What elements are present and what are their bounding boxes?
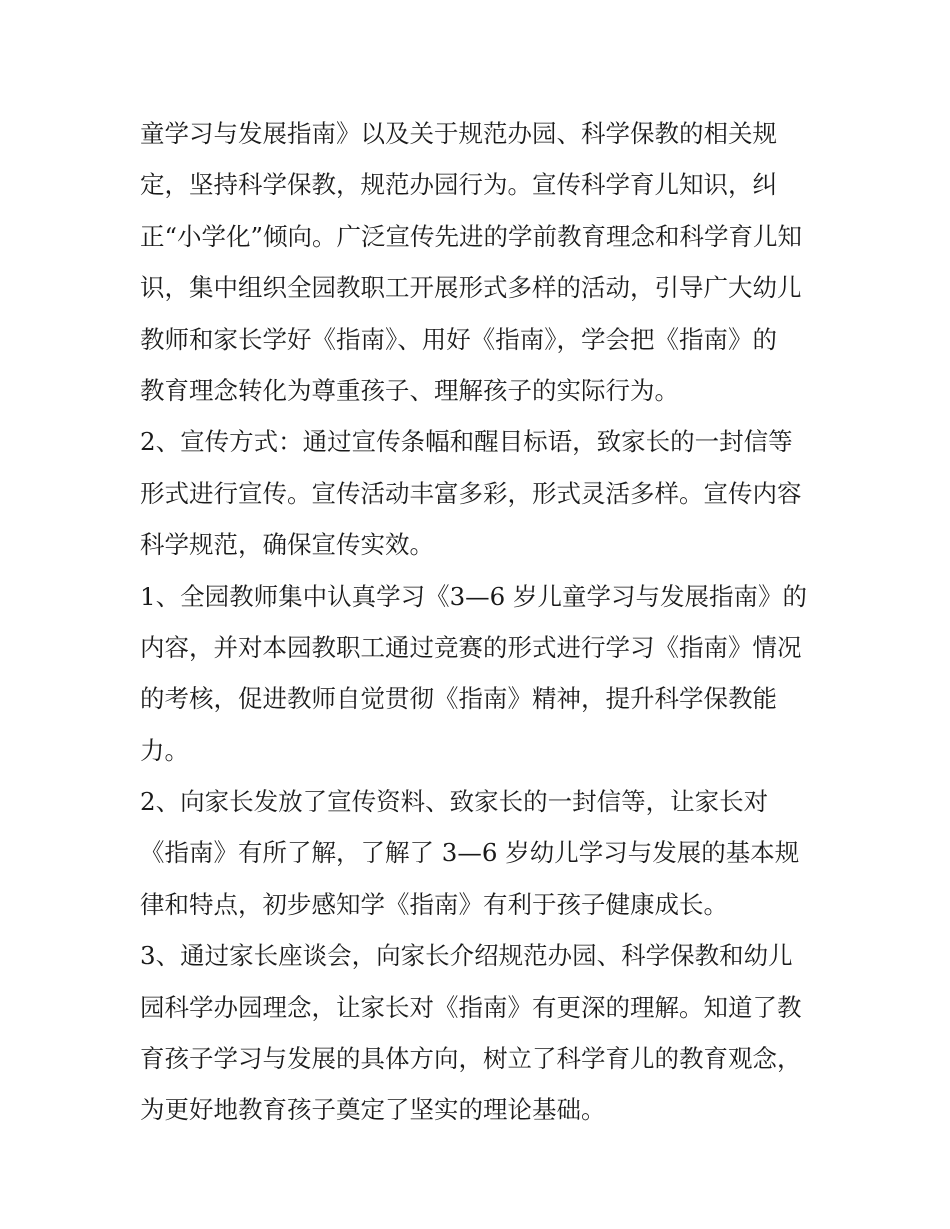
text-line: 2、向家长发放了宣传资料、致家长的一封信等，让家长对 [140,787,769,817]
text-line: 3、通过家长座谈会，向家长介绍规范办园、科学保教和幼儿 [140,941,793,971]
text-line: 律和特点，初步感知学《指南》有利于孩子健康成长。 [140,889,728,919]
text-line: 形式进行宣传。宣传活动丰富多彩，形式灵活多样。宣传内容 [140,478,802,508]
text-line: 童学习与发展指南》以及关于规范办园、科学保教的相关规 [140,119,777,148]
text-line: 科学规范，确保宣传实效。 [140,530,434,560]
body-text [140,108,820,1136]
text-line: 2、宣传方式：通过宣传条幅和醒目标语，致家长的一封信等 [140,427,793,457]
text-line: 定，坚持科学保教，规范办园行为。宣传科学育儿知识，纠 [140,170,777,200]
text-line: 教师和家长学好《指南》、用好《指南》，学会把《指南》的 [140,324,777,354]
text-line: 教育理念转化为尊重孩子、理解孩子的实际行为。 [140,375,679,405]
text-line: 内容，并对本园教职工通过竞赛的形式进行学习《指南》情况 [140,632,802,662]
text-line: 正“小学化”倾向。广泛宣传先进的学前教育理念和科学育儿知 [140,221,803,251]
text-line: 1、全园教师集中认真学习《3—6 岁儿童学习与发展指南》的 [140,581,808,611]
text-line: 园科学办园理念，让家长对《指南》有更深的理解。知道了教 [140,992,802,1022]
text-line: 识，集中组织全园教职工开展形式多样的活动，引导广大幼儿 [140,273,802,303]
text-line: 为更好地教育孩子奠定了坚实的理论基础。 [140,1095,606,1125]
text-line: 育孩子学习与发展的具体方向，树立了科学育儿的教育观念， [140,1044,802,1074]
text-line: 的考核，促进教师自觉贯彻《指南》精神，提升科学保教能 [140,684,777,714]
text-line: 力。 [140,735,189,765]
text-line: 《指南》有所了解，了解了 3—6 岁幼儿学习与发展的基本规 [140,838,800,868]
